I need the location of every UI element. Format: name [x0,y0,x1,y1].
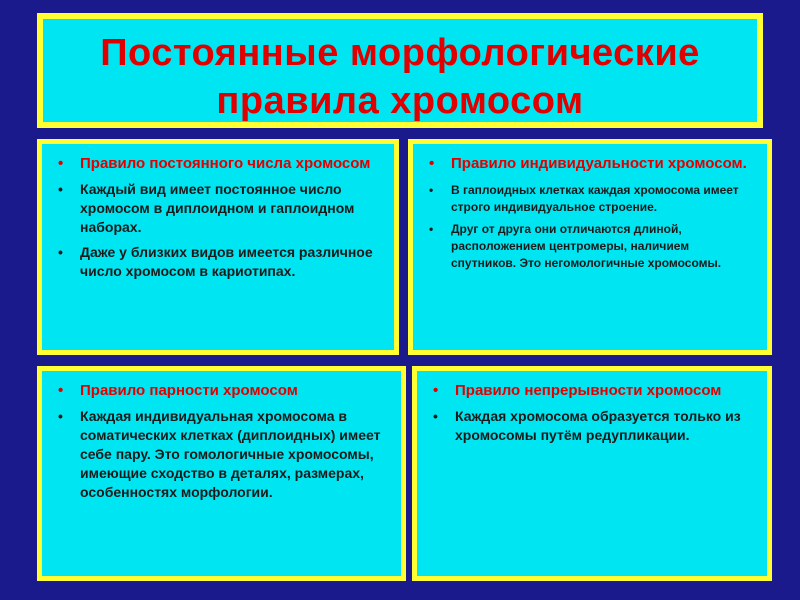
rule-item-text: Друг от друга они отличаются длиной, расположением центромеры, наличием спутников. Это негомологичные хромосомы. [451,222,722,270]
rule-item-text: Каждая хромосома образуется только из хромосомы путём редупликации. [455,408,741,443]
rule-item-text: Даже у близких видов имеется различное число хромосом в кариотипах. [80,244,373,279]
rule-heading-text: Правило непрерывности хромосом [455,382,722,399]
title-box [37,13,763,128]
bullet-icon: • [429,183,434,197]
bullet-icon: • [433,408,438,424]
rule-list [423,154,757,272]
rule-item [427,407,757,445]
bullet-icon: • [429,222,434,236]
rule-heading [423,154,757,174]
title-line-2: правила хромосом [216,80,584,122]
rule-item [423,221,757,272]
bullet-icon: • [58,408,63,424]
bullet-icon: • [58,382,64,399]
page-title [43,19,757,125]
rule-item-text: В гаплоидных клетках каждая хромосома имеет строго индивидуальное строение. [451,183,739,214]
rule-item-text: Каждая индивидуальная хромосома в соматических клетках (диплоидных) имеет себе пару. Это гомологичные хромосомы, имеющие сходство в деталях, размерах, особенностях морфологии. [80,408,381,500]
rule-item [52,407,391,502]
bullet-icon: • [58,155,64,172]
title-line-1: Постоянные морфологические [100,32,700,74]
rule-heading-text: Правило парности хромосом [80,382,298,399]
rule-card-pairing [37,366,406,581]
rule-heading-text: Правило постоянного числа хромосом [80,155,371,172]
bullet-icon: • [58,244,63,260]
rule-heading [427,381,757,401]
rule-list [427,381,757,445]
bullet-icon: • [429,155,435,172]
rule-item [423,182,757,216]
rule-heading-text: Правило индивидуальности хромосом. [451,155,747,172]
rule-list [52,154,384,281]
rule-item-text: Каждый вид имеет постоянное число хромосом в диплоидном и гаплоидном наборах. [80,181,355,235]
rule-card-individuality [408,139,772,355]
rule-item [52,243,384,281]
bullet-icon: • [58,181,63,197]
rule-card-constant-number [37,139,399,355]
rule-item [52,180,384,237]
rule-heading [52,154,384,174]
rule-list [52,381,391,502]
bullet-icon: • [433,382,439,399]
rule-card-continuity [412,366,772,581]
rule-heading [52,381,391,401]
